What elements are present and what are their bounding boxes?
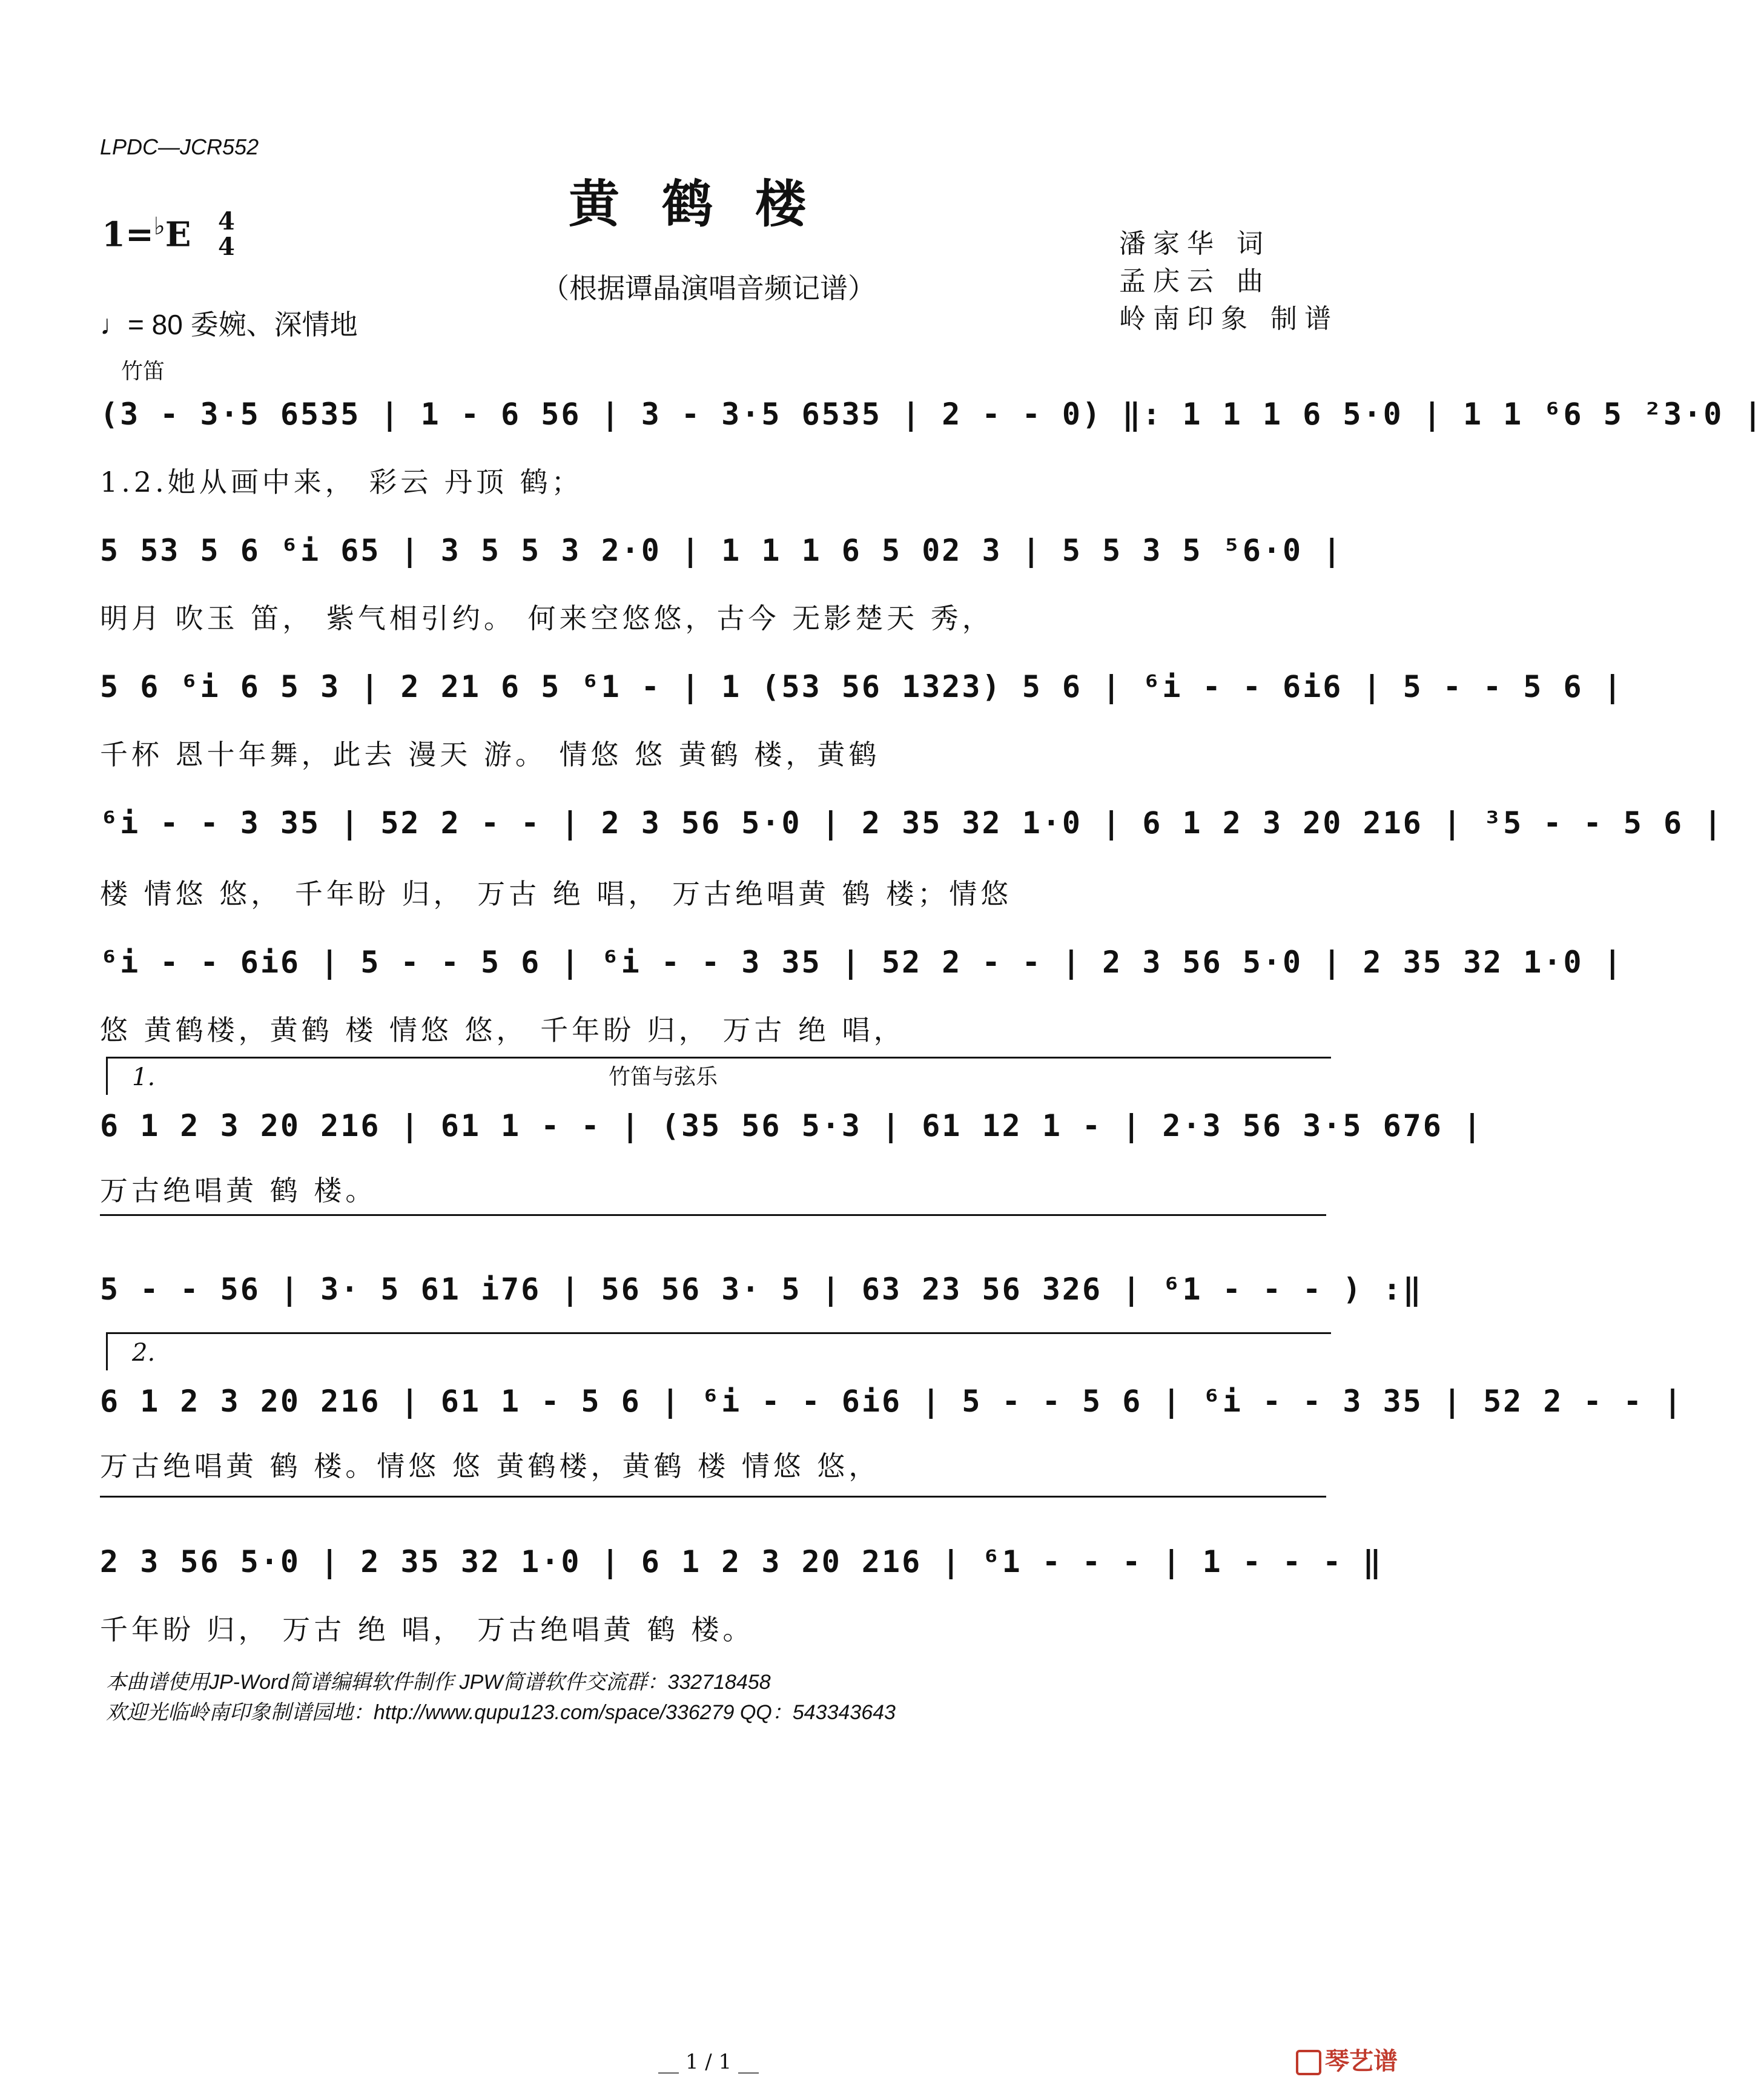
notation-line-2: 5 53 5 6 ⁶i 65 | 3 5 5 3 2·0 | 1 1 1 6 5 02 3 | 5 5 3 5 ⁵6·0 | [100, 533, 1343, 568]
site-logo: 琴艺谱 [1296, 2042, 1398, 2076]
lyric-line-2: 明月 吹玉 笛， 紫气相引约。 何来空悠悠，古今 无影楚天 秀， [100, 602, 994, 635]
lyric-line-9: 千年盼 归， 万古 绝 唱， 万古绝唱黄 鹤 楼。 [100, 1613, 755, 1646]
lyric-line-6: 万古绝唱黄 鹤 楼。 [100, 1174, 377, 1207]
notation-line-4: ⁶i - - 3 35 | 52 2 - - | 2 3 56 5·0 | 2 35 32 1·0 | 6 1 2 3 20 216 | ³5 - - 5 6 | [100, 805, 1724, 841]
logo-icon [1296, 2050, 1321, 2075]
notation-line-3: 5 6 ⁶i 6 5 3 | 2 21 6 5 ⁶1 - | 1 (53 56 1323) 5 6 | ⁶i - - 6i6 | 5 - - 5 6 | [100, 669, 1624, 704]
song-subtitle: （根据谭晶演唱音频记谱） [541, 272, 876, 305]
lyric-line-4: 楼 情悠 悠， 千年盼 归， 万古 绝 唱， 万古绝唱黄 鹤 楼；情悠 [100, 877, 1012, 910]
footer-software-note: 本曲谱使用JP-Word简谱编辑软件制作 JPW简谱软件交流群：332718458 [106, 1671, 771, 1694]
lyric-line-5: 悠 黄鹤楼，黄鹤 楼 情悠 悠， 千年盼 归， 万古 绝 唱， [100, 1014, 905, 1046]
arranger: 岭南印象 制谱 [1119, 303, 1338, 334]
lyricist: 潘家华 词 [1119, 228, 1270, 259]
system-divider [100, 1496, 1326, 1498]
page-number: __ 1 / 1 __ [658, 2050, 759, 2074]
composer: 孟庆云 曲 [1119, 266, 1270, 297]
notation-line-7: 5 - - 56 | 3· 5 61 i76 | 56 56 3· 5 | 63 23 56 326 | ⁶1 - - - ) :‖ [100, 1272, 1423, 1307]
footer-website-note: 欢迎光临岭南印象制谱园地：http://www.qupu123.com/space/336279 QQ：543343643 [106, 1701, 896, 1724]
instrument-label-interlude: 竹笛与弦乐 [609, 1064, 718, 1089]
key-signature: 1=♭E [102, 212, 191, 255]
quarter-note-icon: ♩ [100, 309, 128, 340]
lyric-line-1: 1.2.她从画中来， 彩云 丹顶 鹤； [100, 466, 583, 498]
instrument-label-intro: 竹笛 [121, 358, 165, 383]
credits [1119, 225, 1338, 338]
song-title: 黄鹤楼 [568, 174, 848, 234]
notation-line-1: (3 - 3·5 6535 | 1 - 6 56 | 3 - 3·5 6535 | 2 - - 0) ‖: 1 1 1 6 5·0 | 1 1 ⁶6 5 ²3·0 | [100, 397, 1764, 432]
notation-line-6: 6 1 2 3 20 216 | 61 1 - - | (35 56 5·3 | 61 12 1 - | 2·3 56 3·5 676 | [100, 1108, 1484, 1143]
volta-bracket-1: 1. [106, 1057, 1331, 1095]
lyric-line-3: 千杯 恩十年舞，此去 漫天 游。 情悠 悠 黄鹤 楼，黄鹤 [100, 738, 880, 771]
notation-line-5: ⁶i - - 6i6 | 5 - - 5 6 | ⁶i - - 3 35 | 52 2 - - | 2 3 56 5·0 | 2 35 32 1·0 | [100, 945, 1624, 980]
flat-sign: ♭ [153, 212, 165, 240]
tempo-marking: ♩= 80 委婉、深情地 [100, 309, 358, 340]
notation-line-8: 6 1 2 3 20 216 | 61 1 - 5 6 | ⁶i - - 6i6 | 5 - - 5 6 | ⁶i - - 3 35 | 52 2 - - | [100, 1384, 1684, 1419]
lyric-line-8: 万古绝唱黄 鹤 楼。情悠 悠 黄鹤楼，黄鹤 楼 情悠 悠， [100, 1450, 880, 1482]
volta-bracket-2: 2. [106, 1332, 1331, 1370]
notation-line-9: 2 3 56 5·0 | 2 35 32 1·0 | 6 1 2 3 20 216 | ⁶1 - - - | 1 - - - ‖ [100, 1544, 1383, 1579]
time-signature: 4 4 [218, 207, 235, 261]
system-divider [100, 1214, 1326, 1216]
score-code: LPDC—JCR552 [100, 134, 259, 159]
